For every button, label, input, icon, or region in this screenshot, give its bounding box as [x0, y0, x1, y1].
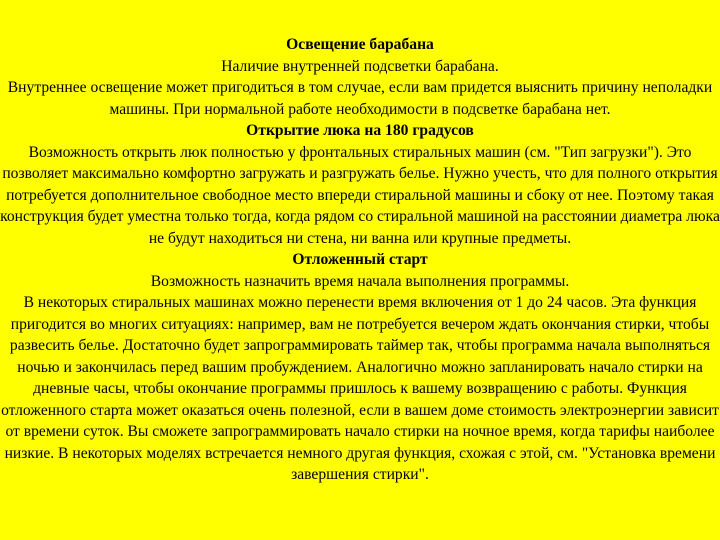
delayed-start-heading: Отложенный старт [292, 251, 428, 268]
hatch-body: Возможность открыть люк полностью у фронтальных стиральных машин (см. "Тип загрузки"). Это позволяет максимально комфортно загружать и разгружать белье. Нужно учесть, что для полного открытия потребуется дополнительное свободное место впереди стиральной машины и сбоку от нее. Поэтому такая конструкция будет уместна только тогда, когда рядом со стиральной машиной на расстоянии диаметра люка не будут находиться ни стена, ни ванна или крупные предметы. [0, 143, 720, 247]
lighting-body: Внутреннее освещение может пригодиться в том случае, если вам придется выяснить причину неполадки машины. При нормальной работе необходимости в подсветке барабана нет. [7, 79, 713, 118]
delayed-start-body: В некоторых стиральных машинах можно перенести время включения от 1 до 24 часов. Эта функция пригодится во многих ситуациях: например, вам не потребуется вечером ждать окончания стирки, чтобы развесить белье. Достаточно будет запрограммировать таймер так, чтобы программа начала выполняться ночью и закончилась перед вашим пробуждением. Аналогично можно запланировать начало стирки на дневные часы, чтобы окончание программы пришлось к вашему возвращению с работы. Функция отложенного старта может оказаться очень полезной, если в вашем доме стоимость электроэнергии зависит от времени суток. Вы сможете запрограммировать начало стирки на ночное время, когда тарифы наиболее низкие. В некоторых моделях встречается немного другая функция, схожая с этой, см. "Установка времени завершения стирки". [1, 294, 719, 483]
delayed-start-subtitle: Возможность назначить время начала выполнения программы. [150, 272, 570, 290]
hatch-heading: Открытие люка на 180 градусов [246, 122, 474, 139]
document-text [0, 34, 720, 486]
lighting-heading: Освещение барабана [286, 36, 434, 53]
lighting-subtitle: Наличие внутренней подсветки барабана. [221, 57, 499, 75]
